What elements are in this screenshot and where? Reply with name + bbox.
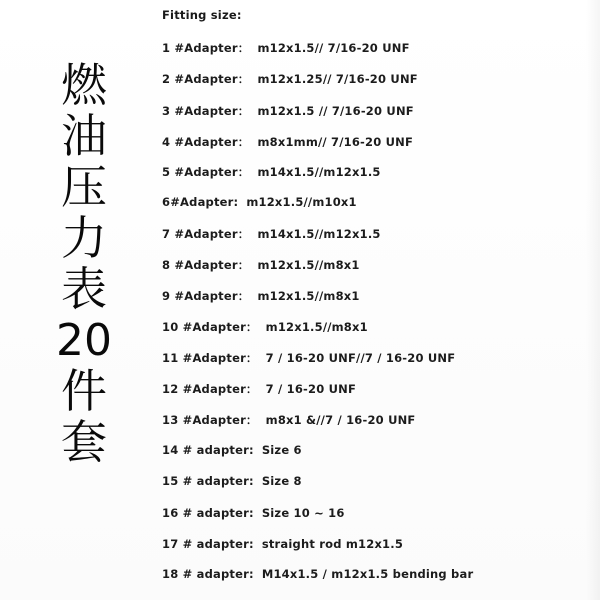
adapter-spec: m14x1.5//m12x1.5	[257, 227, 381, 241]
adapter-spec: m12x1.5//m10x1	[246, 195, 357, 209]
adapter-label: 9 #Adapter：	[162, 289, 250, 303]
adapter-row	[162, 319, 368, 335]
title-char: 表	[61, 262, 107, 316]
adapter-list	[162, 0, 582, 600]
adapter-row	[162, 443, 302, 457]
adapter-label: 15 # adapter:	[162, 474, 254, 488]
adapter-spec: m12x1.5//m8x1	[265, 320, 368, 334]
adapter-spec: m12x1.5//m8x1	[257, 258, 360, 272]
adapter-spec: M14x1.5 / m12x1.5 bending bar	[261, 567, 474, 581]
adapter-row	[162, 537, 403, 551]
adapter-spec: straight rod m12x1.5	[261, 537, 404, 551]
adapter-label: 1 #Adapter：	[162, 41, 250, 55]
adapter-label: 3 #Adapter：	[162, 104, 250, 118]
title-char: 燃	[61, 58, 107, 112]
title-char: 压	[61, 160, 107, 214]
adapter-spec: Size 10 ~ 16	[261, 506, 345, 520]
adapter-label: 12 #Adapter：	[162, 382, 258, 396]
adapter-row	[162, 257, 360, 273]
adapter-label: 4 #Adapter：	[162, 135, 250, 149]
adapter-spec: m14x1.5//m12x1.5	[257, 165, 381, 179]
title-char: 套	[61, 415, 107, 469]
adapter-label: 7 #Adapter：	[162, 227, 250, 241]
adapter-spec: 7 / 16-20 UNF	[265, 382, 357, 396]
adapter-row	[162, 567, 473, 581]
adapter-row	[162, 134, 413, 150]
adapter-label: 2 #Adapter：	[162, 72, 250, 86]
adapter-spec: m8x1 &//7 / 16-20 UNF	[265, 413, 416, 427]
adapter-row	[162, 226, 381, 242]
page-edge-shadow	[586, 0, 600, 600]
adapter-spec: m8x1mm// 7/16-20 UNF	[257, 135, 414, 149]
adapter-row	[162, 506, 345, 520]
title-char: 件	[61, 364, 107, 418]
adapter-row	[162, 350, 455, 366]
adapter-label: 6#Adapter:	[162, 195, 239, 209]
adapter-spec: m12x1.5 // 7/16-20 UNF	[257, 104, 414, 118]
adapter-label: 5 #Adapter：	[162, 165, 250, 179]
adapter-label: 8 #Adapter：	[162, 258, 250, 272]
adapter-row	[162, 71, 418, 87]
adapter-spec: m12x1.5// 7/16-20 UNF	[257, 41, 410, 55]
title-char: 力	[61, 211, 107, 265]
adapter-spec: Size 8	[261, 474, 302, 488]
adapter-spec: Size 6	[261, 443, 302, 457]
adapter-label: 18 # adapter:	[162, 567, 254, 581]
adapter-spec: m12x1.5//m8x1	[257, 289, 360, 303]
adapter-row	[162, 412, 416, 428]
title-number: 20	[56, 315, 112, 366]
adapter-spec: 7 / 16-20 UNF//7 / 16-20 UNF	[265, 351, 456, 365]
adapter-row	[162, 103, 414, 119]
adapter-row	[162, 288, 360, 304]
adapter-label: 17 # adapter:	[162, 537, 254, 551]
adapter-label: 16 # adapter:	[162, 506, 254, 520]
adapter-label: 14 # adapter:	[162, 443, 254, 457]
vertical-title	[52, 60, 116, 468]
adapter-row	[162, 381, 356, 397]
adapter-label: 10 #Adapter：	[162, 320, 258, 334]
adapter-label: 13 #Adapter：	[162, 413, 258, 427]
adapter-row	[162, 164, 381, 180]
adapter-row	[162, 40, 410, 56]
fitting-size-header: Fitting size:	[162, 8, 242, 22]
adapter-row	[162, 474, 302, 488]
adapter-spec: m12x1.25// 7/16-20 UNF	[257, 72, 418, 86]
title-char: 油	[61, 109, 107, 163]
adapter-row	[162, 195, 357, 209]
adapter-label: 11 #Adapter：	[162, 351, 258, 365]
